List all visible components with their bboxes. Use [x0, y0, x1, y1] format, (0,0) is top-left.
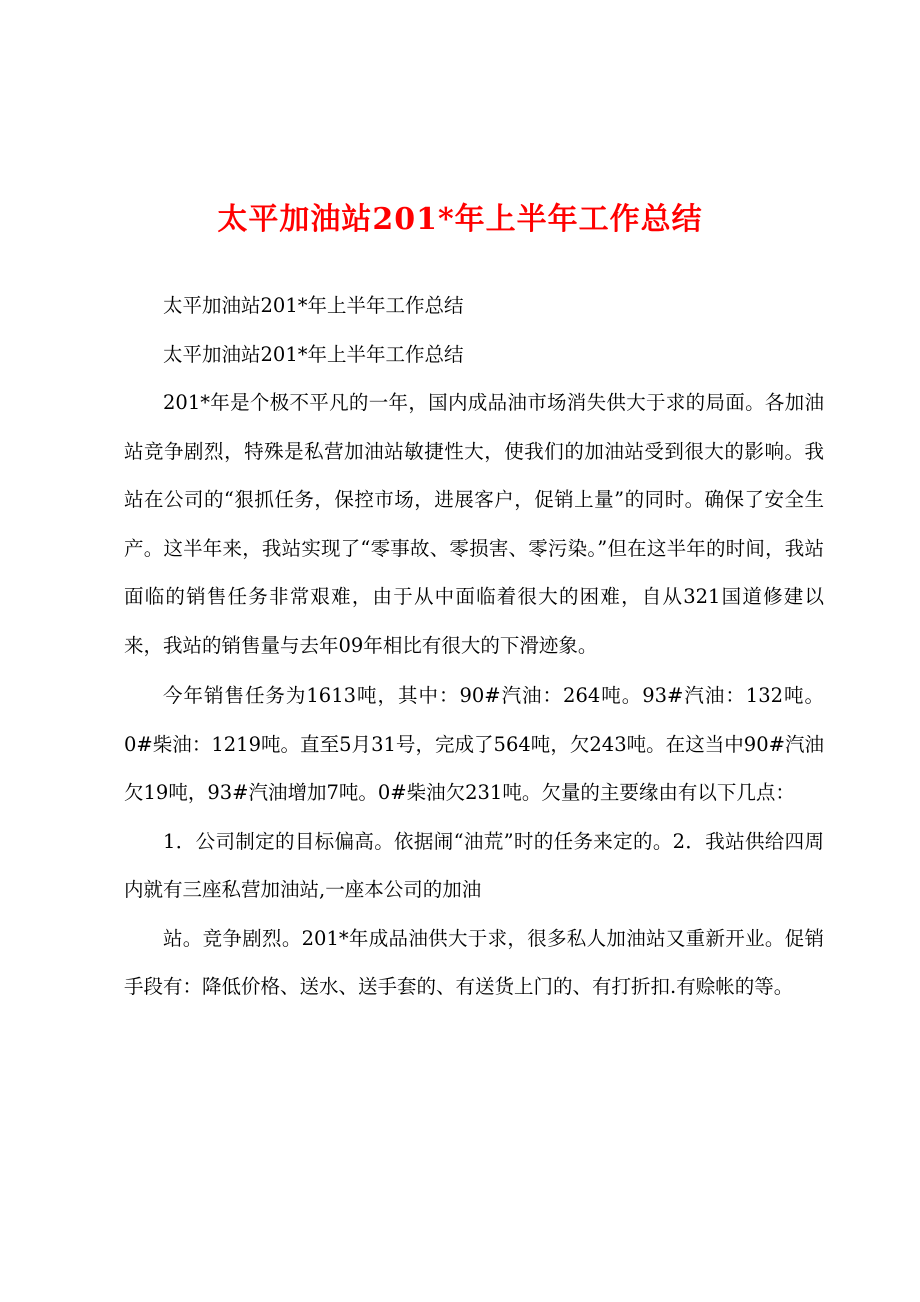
paragraph-subtitle-2: 太平加油站201*年上半年工作总结 — [163, 342, 464, 366]
document-title: 太平加油站201*年上半年工作总结 — [217, 202, 703, 237]
paragraph-reason-2: 站。竞争剧烈。201*年成品油供大于求，很多私人加油站又重新开业。促销手段有：降低价格、送水、送手套的、有送货上门的、有打折扣.有赊帐的等。 — [124, 926, 824, 998]
paragraph-reason-1: 1．公司制定的目标偏高。依据闹“油荒”时的任务来定的。2．我站供给四周内就有三座私营加油站,一座本公司的加油 — [124, 829, 824, 901]
paragraph-overview: 201*年是个极不平凡的一年，国内成品油市场消失供大于求的局面。各加油站竞争剧烈，特殊是私营加油站敏捷性大，使我们的加油站受到很大的影响。我站在公司的“狠抓任务，保控市场，进展客户，促销上量”的同时。确保了安全生产。这半年来，我站实现了“零事故、零损害、零污染。”但在这半年的时间，我站面临的销售任务非常艰难，由于从中面临着很大的困难，自从321国道修建以来，我站的销售量与去年09年相比有很大的下滑迹象。 — [124, 391, 824, 657]
paragraph-subtitle-1: 太平加油站201*年上半年工作总结 — [163, 294, 464, 317]
paragraph-sales-task: 今年销售任务为1613吨，其中：90#汽油：264吨。93#汽油：132吨。0#柴油：1219吨。直至5月31号，完成了564吨，欠243吨。在这当中90#汽油欠19吨，93#汽油增加7吨。0#柴油欠231吨。欠量的主要缘由有以下几点： — [124, 684, 824, 804]
document-body — [124, 282, 824, 1012]
